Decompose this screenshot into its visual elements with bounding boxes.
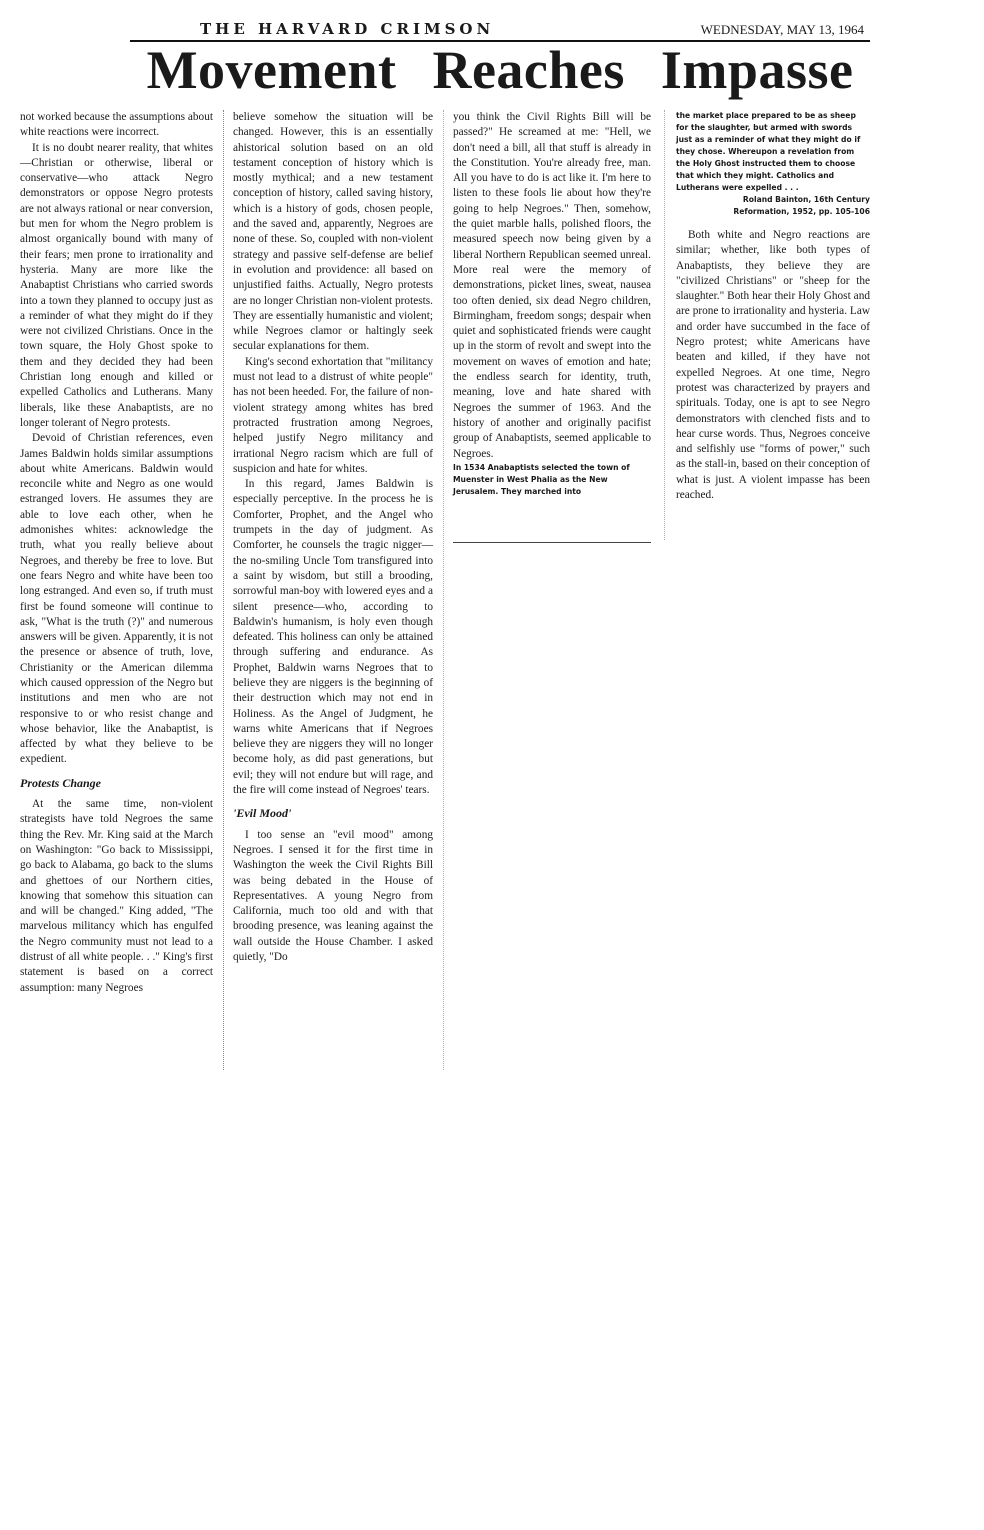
quote-attribution: Roland Bainton, 16th Century [742,195,870,204]
paragraph: you think the Civil Rights Bill will be passed?" He screamed at me: "Hell, we don't need a bill, all that stuff is already in the Constitution. You're already free, man. All you have to do is act like it. I'm here to listen to these fools lie about how they're going to help Negroes." Then, somehow, the quiet marble halls, polished floors, the measured speech now being given by a liberal Northern Republican seemed unreal. More real were the memory of demonstrations, picket lines, sweat, nausea too often denied, six dead Negro children, Birmingham, freedom songs; despair when quiet and sophisticated friends were caught up in the storm of revolt and swept into the movement on waves of emotion and hate; the endless search for identity, truth, meaning, love and hate shared with Negroes the summer of 1963. And the history of another and originally pacifist group of Anabaptists, seemed applicable to Negroes. [453,111,651,460]
subheading: 'Evil Mood' [233,806,292,821]
column-divider [223,110,224,1070]
column-divider [443,110,444,1070]
caption-rule [453,542,651,543]
headline: Movement Reaches Impasse [146,40,854,100]
newspaper-name: THE HARVARD CRIMSON [200,20,495,38]
paragraph: In this regard, James Baldwin is especially perceptive. In the process he is Comforter, Prophet, and the Angel who trumpets in the day of judgment. As Comforter, he counsels the tragic nigger—the no-smiling Uncle Tom transfigured into a saint by wisdom, but still a brooding, sorrowful man-boy with lowered eyes and a silent presence—who, according to Baldwin's humanism, is holy even though defeated. This holiness can only be attained through suffering and endurance. As Prophet, Baldwin warns Negroes that to believe they are niggers is the beginning of their destruction which may not end in Holiness. As the Angel of Judgment, he warns white Americans that if Negroes believe they are niggers they will no longer become holy, as did past generations, but evil; they will not endure but will rage, and the fire will come instead of Negroes' tears. [233,478,433,797]
article-column-3 [453,110,651,498]
paragraph: not worked because the assumptions about white reactions were incorrect. [20,111,213,139]
article-column-1 [20,110,213,996]
quote-attribution: Reformation, 1952, pp. 105-106 [733,207,870,216]
quote-caption-continued: the market place prepared to be as sheep for the slaughter, but armed with swords just as a reminder of what they might do if they chose. Whereupon a revelation from the Holy Ghost instructed them to choose that which they might. Catholics and Lutherans were expelled . . . [676,111,861,192]
article-column-2 [233,110,433,965]
article-column-4 [676,110,870,503]
paragraph: King's second exhortation that "militancy must not lead to a distrust of white people" has not been heeded. For, the failure of non-violent strategy among whites has bred protracted frustration among Negroes, helped justify Negro militancy and irrational Negro racism which are full of suspicion and hate for whites. [233,355,433,475]
paragraph: Both white and Negro reactions are similar; whether, like both types of Anabaptists, they believe they are "civilized Christians" or "sheep for the slaughter." Both hear their Holy Ghost and are prone to irrationality and hysteria. Law and order have succumbed in the face of Negro protest; white Americans have beaten and killed, if they have not expelled Negroes. At one time, Negro protest was characterized by prayers and spirituals. Today, one is apt to see Negro demonstrators with clenched fists and to hear curse words. Thus, Negroes conceive and selfishly use "forms of power," such as the stall-in, based on their conception of what is just. A violent impasse has been reached. [676,229,870,502]
paragraph: Devoid of Christian references, even James Baldwin holds similar assumptions about white Americans. Baldwin would reconcile white and Negro as one would estranged lovers. He assumes they are able to love each other, when he admonishes whites: acknowledge the truth, what you really believe about Negroes, and thereby be free to love. But one fears Negro and white have been too long estranged. And even so, if truth must first be found someone will continue to ask, "What is the truth (?)" and numerous answers will be given. Apparently, it is not the presence or absence of truth, love, Christianity or the American dilemma which caused oppression of the Negro but institutions and men who are not responsive to or who resist change and whose behavior, like the Anabaptist, is affected by what they believe to be expedient. [20,432,213,766]
column-divider [664,110,665,540]
subheading: Protests Change [20,775,102,790]
quote-caption: In 1534 Anabaptists selected the town of Muenster in West Phalia as the New Jerusalem. They marched into [453,462,630,496]
paragraph: I too sense an "evil mood" among Negroes. I sensed it for the first time in Washington the week the Civil Rights Bill was being debated in the House of Representatives. A young Negro from California, much too old and with that brooding presence, was leaning against the wall outside the House Chamber. I asked quietly, "Do [233,828,433,964]
paragraph: believe somehow the situation will be changed. However, this is an essentially ahistorical solution based on an old testament conception of history which is mostly mythical; and a new testament conception of history, called saving history, which is a history of gods, chosen people, and the saved and, apparently, Negroes are none of these. So, coupled with non-violent strategy and passive self-defense are belief in evolution and providence: all based on unjustified faiths. Actually, Negro protests are no longer Christian non-violent protests. They are essentially humanistic and violent; while Negroes clamor or haltingly seek secular explanations for them. [233,111,433,353]
paragraph: At the same time, non-violent strategists have told Negroes the same thing the Rev. Mr. King said at the March on Washington: "Go back to Mississippi, go back to Alabama, go back to the slums and ghettoes of our Northern cities, knowing that somehow this situation can and will be changed." King added, "The marvelous militancy which has engulfed the Negro community must not lead to a distrust of all white people. . ." King's first statement is based on a correct assumption: many Negroes [20,798,213,994]
issue-date: WEDNESDAY, MAY 13, 1964 [700,22,864,37]
paragraph: It is no doubt nearer reality, that whites—Christian or otherwise, liberal or conservative—who attack Negro demonstrators or oppose Negro protests are not always rational or near conversion, but men for whom the Negro problem is almost organically bound with many of their fears; men prone to irrationality and hysteria. Many are more like the Anabaptist Christians who carried swords into a town they planned to occupy just as a reminder of what they might do if they were not civilized Christians. Once in the town square, the Holy Ghost spoke to them and they decided they had been Christian long enough and killed or expelled Catholics and Lutherans. Many liberals, like these Anabaptists, are no longer tolerant of Negro protests. [20,141,213,429]
